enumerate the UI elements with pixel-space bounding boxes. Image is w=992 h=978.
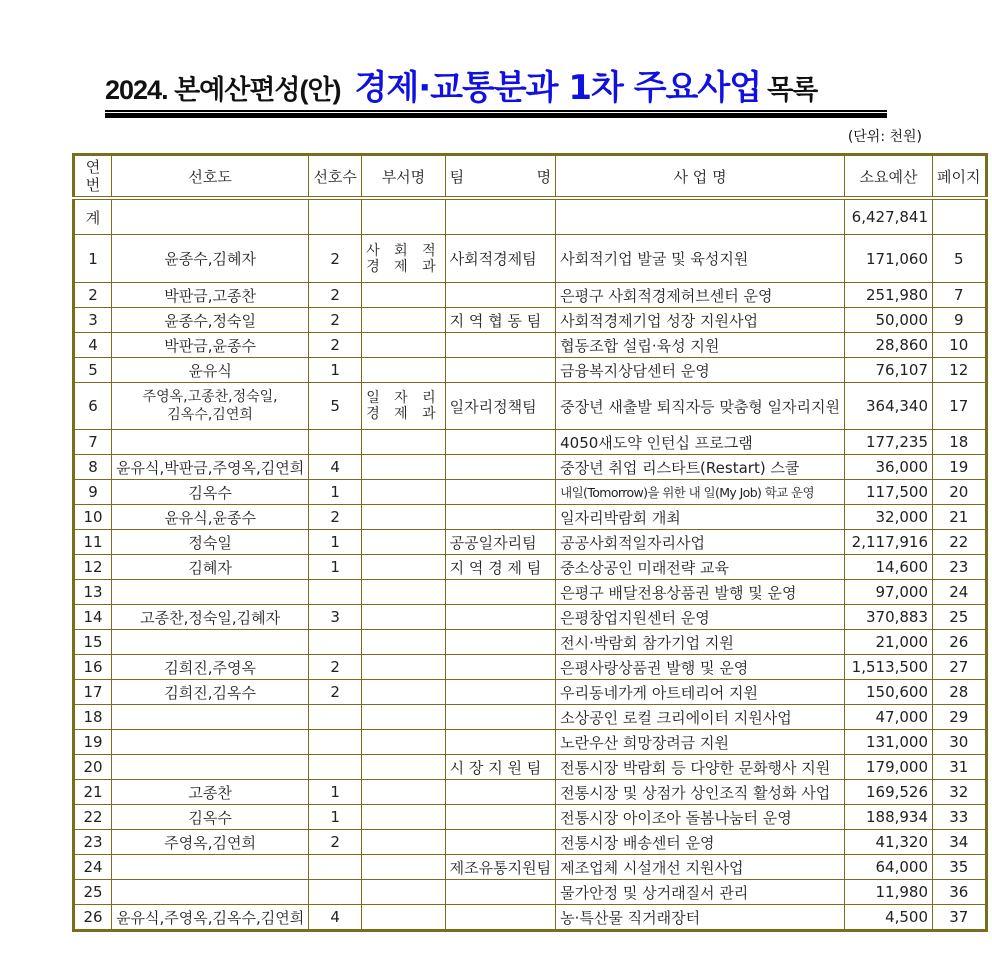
row-number: 18 <box>74 705 112 730</box>
budget-cell: 251,980 <box>845 283 933 308</box>
budget-cell: 64,000 <box>845 855 933 880</box>
team-cell <box>445 630 555 655</box>
team-cell: 공공일자리팀 <box>445 530 555 555</box>
project-name: 전통시장 배송센터 운영 <box>556 830 845 855</box>
header-no <box>74 155 112 199</box>
preference-count <box>309 630 362 655</box>
page-cell: 34 <box>933 830 986 855</box>
preference-cell: 윤유식 <box>112 358 309 383</box>
budget-cell: 171,060 <box>845 235 933 283</box>
row-number: 15 <box>74 630 112 655</box>
department-cell <box>362 780 445 805</box>
preference-cell: 정숙일 <box>112 530 309 555</box>
page-cell: 29 <box>933 705 986 730</box>
page-cell: 30 <box>933 730 986 755</box>
row-number: 12 <box>74 555 112 580</box>
page-cell: 9 <box>933 308 986 333</box>
budget-cell: 97,000 <box>845 580 933 605</box>
preference-count <box>309 730 362 755</box>
department-line: 경 제 과 <box>366 258 441 275</box>
preference-count <box>309 705 362 730</box>
unit-note: (단위: 천원) <box>847 129 922 145</box>
project-name: 은평창업지원센터 운영 <box>556 605 845 630</box>
team-cell: 제조유통지원팀 <box>445 855 555 880</box>
page-cell: 35 <box>933 855 986 880</box>
budget-cell: 28,860 <box>845 333 933 358</box>
preference-cell: 박판금,고종찬 <box>112 283 309 308</box>
team-cell <box>445 480 555 505</box>
team-cell <box>445 830 555 855</box>
preference-count: 1 <box>309 358 362 383</box>
table-row <box>74 805 987 830</box>
department-cell <box>362 655 445 680</box>
title-suffix: 목록 <box>767 75 818 106</box>
preference-cell: 주영옥,김연희 <box>112 830 309 855</box>
department-cell <box>362 755 445 780</box>
budget-cell: 364,340 <box>845 383 933 430</box>
row-number: 14 <box>74 605 112 630</box>
row-number: 24 <box>74 855 112 880</box>
preference-cell: 윤유식,주영옥,김옥수,김연희 <box>112 905 309 931</box>
total-label: 계 <box>74 198 112 235</box>
preference-cell <box>112 430 309 455</box>
team-cell <box>445 580 555 605</box>
preference-cell <box>112 383 309 430</box>
total-budget: 6,427,841 <box>845 198 933 235</box>
team-cell <box>445 505 555 530</box>
cell-empty <box>309 198 362 235</box>
preference-count <box>309 580 362 605</box>
budget-cell: 2,117,916 <box>845 530 933 555</box>
budget-cell: 4,500 <box>845 905 933 931</box>
project-name: 노란우산 희망장려금 지원 <box>556 730 845 755</box>
preference-cell <box>112 755 309 780</box>
row-number: 21 <box>74 780 112 805</box>
department-cell <box>362 333 445 358</box>
team-cell <box>445 655 555 680</box>
department-cell <box>362 905 445 931</box>
table-row <box>74 855 987 880</box>
department-cell <box>362 480 445 505</box>
page-cell: 32 <box>933 780 986 805</box>
page-cell: 5 <box>933 235 986 283</box>
preference-count: 1 <box>309 780 362 805</box>
project-name: 사회적경제기업 성장 지원사업 <box>556 308 845 333</box>
project-name: 4050새도약 인턴십 프로그램 <box>556 430 845 455</box>
team-cell <box>445 880 555 905</box>
project-name: 은평사랑상품권 발행 및 운영 <box>556 655 845 680</box>
project-name: 공공사회적일자리사업 <box>556 530 845 555</box>
preference-count: 3 <box>309 605 362 630</box>
project-table <box>72 153 988 932</box>
preference-cell <box>112 630 309 655</box>
title-underline-thin <box>105 110 887 112</box>
project-name: 전시·박람회 참가기업 지원 <box>556 630 845 655</box>
budget-cell: 117,500 <box>845 480 933 505</box>
department-cell <box>362 705 445 730</box>
preference-count: 2 <box>309 235 362 283</box>
document-title <box>105 68 887 118</box>
department-cell <box>362 530 445 555</box>
preference-cell: 고종찬,정숙일,김혜자 <box>112 605 309 630</box>
header-budget: 소요예산 <box>845 155 933 199</box>
team-cell <box>445 430 555 455</box>
table-row <box>74 830 987 855</box>
budget-cell: 47,000 <box>845 705 933 730</box>
preference-count: 2 <box>309 333 362 358</box>
project-name: 소상공인 로컬 크리에이터 지원사업 <box>556 705 845 730</box>
table-row <box>74 580 987 605</box>
preference-cell: 김혜자 <box>112 555 309 580</box>
table-row <box>74 780 987 805</box>
table-row <box>74 480 987 505</box>
department-line: 일 자 리 <box>366 390 441 406</box>
department-cell <box>362 680 445 705</box>
project-name: 제조업체 시설개선 지원사업 <box>556 855 845 880</box>
preference-cell: 김옥수 <box>112 805 309 830</box>
department-line: 사 회 적 <box>366 242 441 259</box>
header-no-line2: 번 <box>85 176 101 194</box>
project-name: 내일(Tomorrow)을 위한 내 일(My Job) 학교 운영 <box>556 480 845 505</box>
preference-cell: 김희진,김옥수 <box>112 680 309 705</box>
preference-count: 2 <box>309 283 362 308</box>
preference-count: 2 <box>309 830 362 855</box>
table-row <box>74 383 987 430</box>
page-cell: 18 <box>933 430 986 455</box>
preference-count <box>309 855 362 880</box>
title-underline-thick <box>105 113 887 118</box>
project-name: 농·특산물 직거래장터 <box>556 905 845 931</box>
department-line: 경 제 과 <box>366 406 441 422</box>
budget-cell: 169,526 <box>845 780 933 805</box>
page-cell: 22 <box>933 530 986 555</box>
budget-cell: 21,000 <box>845 630 933 655</box>
preference-cell: 박판금,윤종수 <box>112 333 309 358</box>
row-number: 26 <box>74 905 112 931</box>
row-number: 11 <box>74 530 112 555</box>
team-cell: 지 역 경 제 팀 <box>445 555 555 580</box>
preference-cell <box>112 730 309 755</box>
budget-cell: 177,235 <box>845 430 933 455</box>
preference-count <box>309 755 362 780</box>
budget-cell: 1,513,500 <box>845 655 933 680</box>
table-row <box>74 530 987 555</box>
preference-line: 김옥수,김연희 <box>167 407 253 423</box>
budget-cell: 50,000 <box>845 308 933 333</box>
preference-cell: 윤유식,윤종수 <box>112 505 309 530</box>
team-cell <box>445 680 555 705</box>
team-cell <box>445 605 555 630</box>
table-row <box>74 358 987 383</box>
project-name: 물가안정 및 상거래질서 관리 <box>556 880 845 905</box>
team-cell <box>445 333 555 358</box>
header-pref-count: 선호수 <box>309 155 362 199</box>
row-number: 4 <box>74 333 112 358</box>
table-row <box>74 680 987 705</box>
department-cell <box>362 383 445 430</box>
table-row <box>74 705 987 730</box>
table-row <box>74 905 987 931</box>
team-cell <box>445 730 555 755</box>
preference-cell <box>112 880 309 905</box>
table-row <box>74 283 987 308</box>
team-cell: 시 장 지 원 팀 <box>445 755 555 780</box>
department-cell <box>362 283 445 308</box>
project-name: 중장년 취업 리스타트(Restart) 스쿨 <box>556 455 845 480</box>
department-cell <box>362 235 445 283</box>
department-cell <box>362 630 445 655</box>
preference-cell: 윤유식,박판금,주영옥,김연희 <box>112 455 309 480</box>
row-number: 6 <box>74 383 112 430</box>
department-cell <box>362 855 445 880</box>
team-cell: 일자리정책팀 <box>445 383 555 430</box>
table-row <box>74 730 987 755</box>
preference-cell: 윤종수,정숙일 <box>112 308 309 333</box>
table-row <box>74 430 987 455</box>
title-prefix: 2024. 본예산편성(안) <box>105 75 341 105</box>
preference-count: 1 <box>309 480 362 505</box>
cell-empty <box>112 198 309 235</box>
page-cell: 28 <box>933 680 986 705</box>
row-number: 19 <box>74 730 112 755</box>
table-row <box>74 880 987 905</box>
preference-cell: 고종찬 <box>112 780 309 805</box>
team-cell: 지 역 협 동 팀 <box>445 308 555 333</box>
page-cell: 21 <box>933 505 986 530</box>
preference-cell <box>112 855 309 880</box>
preference-cell <box>112 705 309 730</box>
preference-count: 2 <box>309 505 362 530</box>
preference-count: 2 <box>309 680 362 705</box>
cell-empty <box>933 198 986 235</box>
preference-count <box>309 880 362 905</box>
title-highlight: 경제·교통분과 1차 주요사업 <box>354 68 762 108</box>
budget-cell: 179,000 <box>845 755 933 780</box>
budget-cell: 150,600 <box>845 680 933 705</box>
project-name: 우리동네가게 아트테리어 지원 <box>556 680 845 705</box>
row-number: 25 <box>74 880 112 905</box>
preference-cell <box>112 580 309 605</box>
row-number: 13 <box>74 580 112 605</box>
header-project: 사 업 명 <box>556 155 845 199</box>
row-number: 8 <box>74 455 112 480</box>
page-cell: 25 <box>933 605 986 630</box>
department-cell <box>362 880 445 905</box>
page-cell: 27 <box>933 655 986 680</box>
header-team-left: 팀 <box>449 167 465 186</box>
project-name: 전통시장 아이조아 돌봄나눔터 운영 <box>556 805 845 830</box>
page-cell: 31 <box>933 755 986 780</box>
table-row <box>74 235 987 283</box>
preference-cell: 윤종수,김혜자 <box>112 235 309 283</box>
department-cell <box>362 455 445 480</box>
table-row <box>74 308 987 333</box>
project-name: 중소상공인 미래전략 교육 <box>556 555 845 580</box>
page-cell: 20 <box>933 480 986 505</box>
team-cell <box>445 805 555 830</box>
team-cell <box>445 283 555 308</box>
table-row <box>74 455 987 480</box>
page-cell: 12 <box>933 358 986 383</box>
department-cell <box>362 505 445 530</box>
preference-count: 1 <box>309 805 362 830</box>
budget-cell: 76,107 <box>845 358 933 383</box>
header-page: 페이지 <box>933 155 986 199</box>
header-preference: 선호도 <box>112 155 309 199</box>
team-cell <box>445 705 555 730</box>
cell-empty <box>556 198 845 235</box>
project-name: 은평구 배달전용상품권 발행 및 운영 <box>556 580 845 605</box>
project-name: 협동조합 설립·육성 지원 <box>556 333 845 358</box>
project-name: 전통시장 및 상점가 상인조직 활성화 사업 <box>556 780 845 805</box>
page-cell: 17 <box>933 383 986 430</box>
page-cell: 37 <box>933 905 986 931</box>
department-cell <box>362 605 445 630</box>
page-cell: 10 <box>933 333 986 358</box>
department-cell <box>362 805 445 830</box>
team-cell <box>445 780 555 805</box>
table-row <box>74 605 987 630</box>
project-name: 은평구 사회적경제허브센터 운영 <box>556 283 845 308</box>
preference-count <box>309 430 362 455</box>
header-team <box>445 155 555 199</box>
header-no-line1: 연 <box>85 158 101 176</box>
preference-count: 1 <box>309 530 362 555</box>
row-number: 22 <box>74 805 112 830</box>
budget-cell: 11,980 <box>845 880 933 905</box>
page-cell: 33 <box>933 805 986 830</box>
row-number: 17 <box>74 680 112 705</box>
project-name: 중장년 새출발 퇴직자등 맞춤형 일자리지원 <box>556 383 845 430</box>
row-number: 20 <box>74 755 112 780</box>
page-cell: 24 <box>933 580 986 605</box>
row-number: 9 <box>74 480 112 505</box>
preference-cell: 김옥수 <box>112 480 309 505</box>
department-cell <box>362 555 445 580</box>
cell-empty <box>445 198 555 235</box>
preference-line: 주영옥,고종찬,정숙일, <box>142 389 278 405</box>
row-number: 23 <box>74 830 112 855</box>
budget-cell: 131,000 <box>845 730 933 755</box>
page-cell: 36 <box>933 880 986 905</box>
budget-cell: 14,600 <box>845 555 933 580</box>
team-cell <box>445 358 555 383</box>
row-number: 7 <box>74 430 112 455</box>
page-cell: 7 <box>933 283 986 308</box>
team-cell <box>445 905 555 931</box>
table-row <box>74 505 987 530</box>
budget-cell: 36,000 <box>845 455 933 480</box>
header-department: 부서명 <box>362 155 445 199</box>
header-team-right: 명 <box>536 167 552 186</box>
department-cell <box>362 580 445 605</box>
row-number: 1 <box>74 235 112 283</box>
row-number: 3 <box>74 308 112 333</box>
table-row <box>74 333 987 358</box>
project-name: 사회적기업 발굴 및 육성지원 <box>556 235 845 283</box>
cell-empty <box>362 198 445 235</box>
preference-count: 2 <box>309 655 362 680</box>
preference-count: 2 <box>309 308 362 333</box>
title-text <box>105 60 817 109</box>
department-cell <box>362 308 445 333</box>
preference-count: 4 <box>309 905 362 931</box>
team-cell: 사회적경제팀 <box>445 235 555 283</box>
row-number: 16 <box>74 655 112 680</box>
preference-count: 5 <box>309 383 362 430</box>
budget-cell: 32,000 <box>845 505 933 530</box>
budget-cell: 41,320 <box>845 830 933 855</box>
department-cell <box>362 358 445 383</box>
table-row <box>74 655 987 680</box>
department-cell <box>362 830 445 855</box>
page-cell: 19 <box>933 455 986 480</box>
row-number: 2 <box>74 283 112 308</box>
budget-cell: 188,934 <box>845 805 933 830</box>
table-row <box>74 755 987 780</box>
preference-count: 4 <box>309 455 362 480</box>
row-number: 10 <box>74 505 112 530</box>
project-name: 금융복지상담센터 운영 <box>556 358 845 383</box>
row-number: 5 <box>74 358 112 383</box>
project-name: 전통시장 박람회 등 다양한 문화행사 지원 <box>556 755 845 780</box>
department-cell <box>362 730 445 755</box>
department-cell <box>362 430 445 455</box>
team-cell <box>445 455 555 480</box>
budget-cell: 370,883 <box>845 605 933 630</box>
table-row <box>74 630 987 655</box>
total-row <box>74 198 987 235</box>
page-cell: 23 <box>933 555 986 580</box>
table-row <box>74 555 987 580</box>
table-header-row <box>74 155 987 199</box>
page-cell: 26 <box>933 630 986 655</box>
preference-count: 1 <box>309 555 362 580</box>
preference-cell: 김희진,주영옥 <box>112 655 309 680</box>
project-name: 일자리박람회 개최 <box>556 505 845 530</box>
